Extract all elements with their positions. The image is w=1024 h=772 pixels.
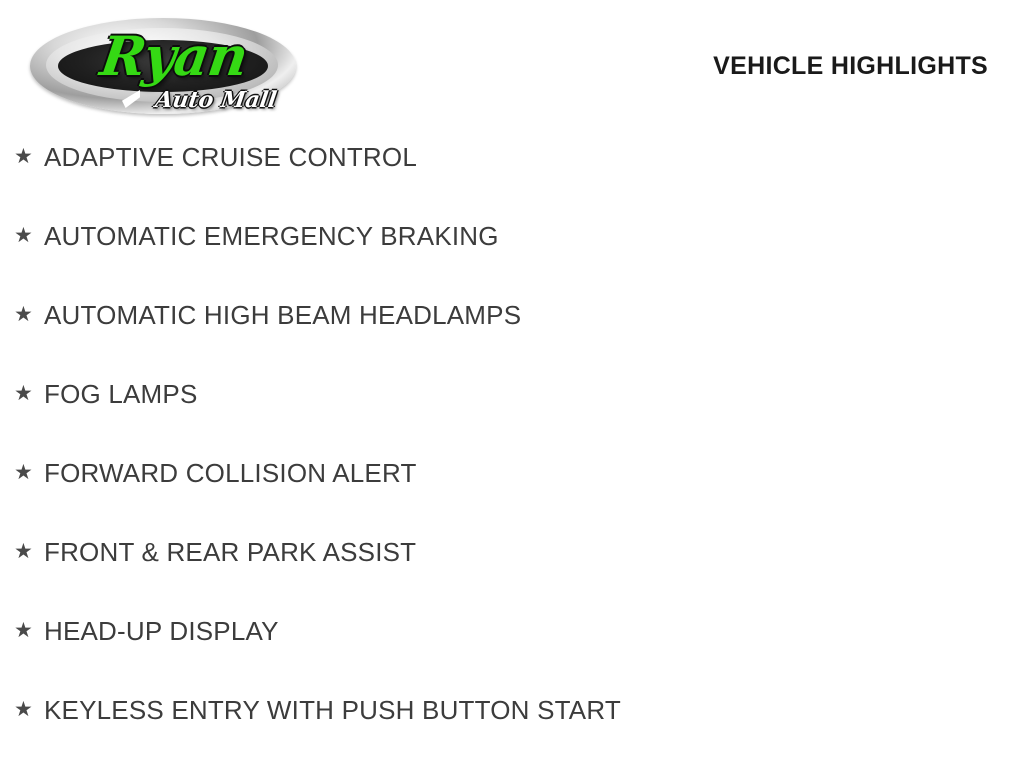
list-item <box>0 219 1024 298</box>
list-item-label: FRONT & REAR PARK ASSIST <box>44 537 417 567</box>
list-item <box>0 535 1024 614</box>
list-item-label: KEYLESS ENTRY WITH PUSH BUTTON START <box>44 695 621 725</box>
star-icon: ★ <box>14 224 33 247</box>
list-item-label: FORWARD COLLISION ALERT <box>44 458 417 488</box>
star-icon: ★ <box>14 540 33 563</box>
list-item <box>0 140 1024 219</box>
list-item-label: HEAD-UP DISPLAY <box>44 616 279 646</box>
list-item <box>0 298 1024 377</box>
star-icon: ★ <box>14 303 33 326</box>
star-icon: ★ <box>14 461 33 484</box>
dealer-logo <box>18 10 308 125</box>
star-icon: ★ <box>14 382 33 405</box>
list-item <box>0 614 1024 693</box>
star-icon: ★ <box>14 698 33 721</box>
list-item-label: AUTOMATIC EMERGENCY BRAKING <box>44 221 499 251</box>
star-icon: ★ <box>14 145 33 168</box>
list-item <box>0 456 1024 535</box>
logo-brand-bottom: Auto Mall <box>153 87 279 113</box>
list-item-label: AUTOMATIC HIGH BEAM HEADLAMPS <box>44 300 522 330</box>
logo-brand-top: Ryan <box>96 24 252 88</box>
list-item <box>0 693 1024 772</box>
page-title: VEHICLE HIGHLIGHTS <box>713 52 988 80</box>
star-icon: ★ <box>14 619 33 642</box>
list-item-label: FOG LAMPS <box>44 379 198 409</box>
page-header <box>0 0 1024 130</box>
list-item-label: ADAPTIVE CRUISE CONTROL <box>44 142 417 172</box>
vehicle-highlights-list <box>0 140 1024 772</box>
list-item <box>0 377 1024 456</box>
